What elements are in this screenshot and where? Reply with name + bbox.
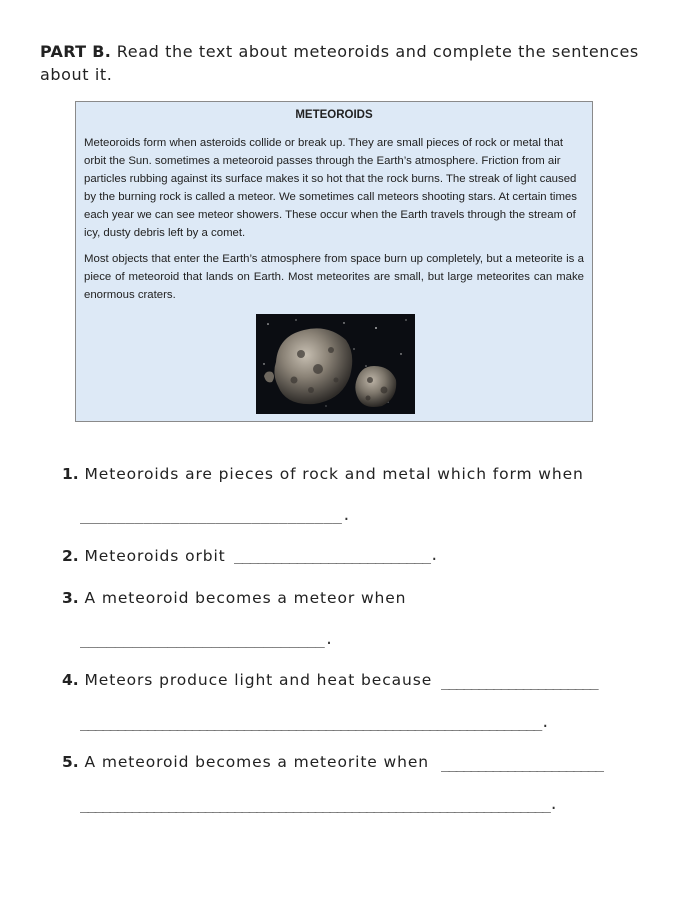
question-text: A meteoroid becomes a meteor when — [84, 589, 407, 607]
answer-blank-5b[interactable]: ________________________________________________________________. — [80, 795, 557, 813]
question-number: 5. — [62, 753, 79, 771]
answer-blank-5a[interactable]: ______________________ — [441, 754, 603, 772]
question-number: 1. — [62, 465, 79, 483]
instructions — [40, 40, 670, 86]
asteroid-image — [256, 314, 415, 414]
question-4 — [62, 671, 432, 689]
question-2 — [62, 547, 226, 565]
question-number: 3. — [62, 589, 79, 607]
reading-paragraph-1: Meteoroids form when asteroids collide or break up. They are small pieces of rock or metal that orbit the Sun. sometimes a meteoroid passes through the Earth’s atmosphere. Friction from air particles rubbing against its surface makes it so hot that the rock burns. The streak of light caused by the burning rock is called a meteor. We sometimes call meteors shooting stars. At certain times each year we can see meteor showers. These occur when the Earth travels through the stream of icy, dusty debris left by a comet. — [84, 137, 577, 239]
question-5 — [62, 753, 429, 771]
answer-blank-4b[interactable]: ______________________________________________________________. — [80, 713, 549, 731]
question-1 — [62, 465, 584, 483]
question-number: 4. — [62, 671, 79, 689]
instructions-text: Read the text about meteoroids and complete the sentences — [116, 42, 639, 61]
part-label: PART B. — [40, 42, 112, 61]
question-text: Meteoroids are pieces of rock and metal which form when — [84, 465, 584, 483]
answer-blank-3[interactable]: ____________________________. — [80, 630, 334, 648]
answer-blank-4a[interactable]: _____________________ — [441, 672, 598, 690]
question-number: 2. — [62, 547, 79, 565]
instructions-line-1 — [40, 40, 670, 63]
answer-blank-1[interactable]: _____________________________. — [80, 506, 351, 524]
question-text: Meteoroids orbit — [84, 547, 226, 565]
question-3 — [62, 589, 406, 607]
question-text: Meteors produce light and heat because — [84, 671, 433, 689]
reading-title: METEOROIDS — [295, 109, 373, 121]
answer-blank-2[interactable]: _________________________. — [234, 546, 438, 564]
question-text: A meteoroid becomes a meteorite when — [84, 753, 430, 771]
reading-box — [75, 101, 593, 422]
reading-paragraph-2: Most objects that enter the Earth’s atmosphere from space burn up completely, but a meteorite is a piece of meteoroid that lands on Earth. Most meteorites are small, but large meteorites can make enormous craters. — [84, 253, 584, 301]
instructions-line-2: about it. — [40, 65, 113, 84]
